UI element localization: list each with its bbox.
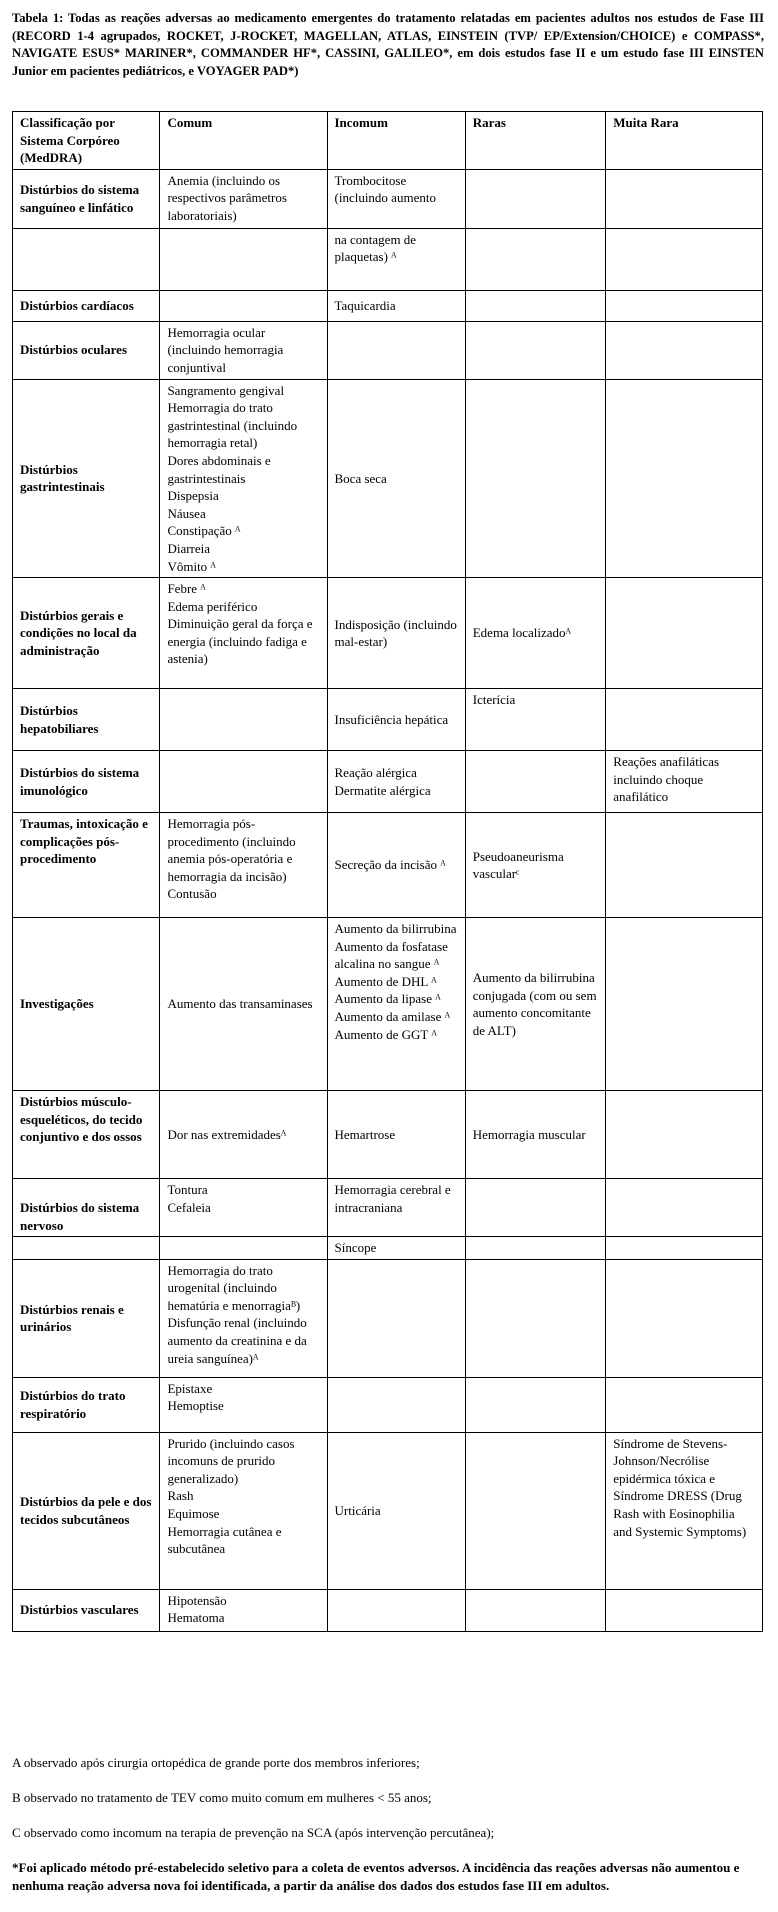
row-category: Distúrbios oculares xyxy=(13,321,160,379)
cell-incomum: Insuficiência hepática xyxy=(327,689,465,751)
table-row xyxy=(13,169,763,228)
cell-muita-rara xyxy=(606,578,763,689)
cell-comum: Febre ᴬ Edema periférico Diminuição geral da força e energia (incluindo fadiga e astenia) xyxy=(160,578,327,689)
cell-muita-rara xyxy=(606,689,763,751)
table-row xyxy=(13,1432,763,1589)
cell-raras xyxy=(465,1432,606,1589)
cell-comum xyxy=(160,228,327,290)
row-category: Distúrbios do sistema imunológico xyxy=(13,751,160,813)
table-row xyxy=(13,918,763,1091)
cell-incomum xyxy=(327,1589,465,1631)
header-raras: Raras xyxy=(465,112,606,170)
cell-incomum: Reação alérgica Dermatite alérgica xyxy=(327,751,465,813)
row-category: Distúrbios gerais e condições no local da administração xyxy=(13,578,160,689)
header-incomum: Incomum xyxy=(327,112,465,170)
cell-incomum: Trombocitose (incluindo aumento xyxy=(327,169,465,228)
cell-incomum: Hemartrose xyxy=(327,1091,465,1179)
cell-comum xyxy=(160,689,327,751)
cell-muita-rara: Reações anafiláticas incluindo choque anafilático xyxy=(606,751,763,813)
cell-comum: Prurido (incluindo casos incomuns de prurido generalizado) Rash Equimose Hemorragia cutânea e subcutânea xyxy=(160,1432,327,1589)
cell-incomum: Boca seca xyxy=(327,379,465,578)
cell-incomum: Hemorragia cerebral e intracraniana xyxy=(327,1179,465,1237)
cell-muita-rara xyxy=(606,379,763,578)
cell-incomum: Secreção da incisão ᴬ xyxy=(327,813,465,918)
table-row xyxy=(13,321,763,379)
adverse-reactions-table xyxy=(12,111,763,1632)
row-category: Distúrbios do sistema sanguíneo e linfático xyxy=(13,169,160,228)
footnote-b: B observado no tratamento de TEV como muito comum em mulheres < 55 anos; xyxy=(12,1789,432,1805)
cell-raras: Aumento da bilirrubina conjugada (com ou sem aumento concomitante de ALT) xyxy=(465,918,606,1091)
row-category: Investigações xyxy=(13,918,160,1091)
cell-comum: Dor nas extremidadesᴬ xyxy=(160,1091,327,1179)
cell-raras xyxy=(465,321,606,379)
cell-muita-rara xyxy=(606,290,763,321)
cell-muita-rara xyxy=(606,1259,763,1377)
table-row xyxy=(13,228,763,290)
cell-incomum xyxy=(327,1259,465,1377)
cell-muita-rara: Síndrome de Stevens-Johnson/Necrólise epidérmica tóxica e Síndrome DRESS (Drug Rash with Eosinophilia and Systemic Symptoms) xyxy=(606,1432,763,1589)
cell-incomum xyxy=(327,1377,465,1432)
table-row xyxy=(13,578,763,689)
table-caption: Tabela 1: Todas as reações adversas ao medicamento emergentes do tratamento relatadas em pacientes adultos nos estudos de Fase III (RECORD 1-4 agrupados, ROCKET, J-ROCKET, MAGELLAN, ATLAS, EINSTEIN (TVP/ EP/Extension/CHOICE) e COMPASS*, NAVIGATE ESUS* MARINER*, COMMANDER HF*, CASSINI, GALILEO*, em dois estudos fase II e um estudo fase III EINSTEN Junior em pacientes pediátricos, e VOYAGER PAD*) xyxy=(12,11,764,78)
cell-raras: Hemorragia muscular xyxy=(465,1091,606,1179)
row-category: Distúrbios renais e urinários xyxy=(13,1259,160,1377)
table-row xyxy=(13,1259,763,1377)
cell-incomum: Urticária xyxy=(327,1432,465,1589)
cell-comum: Aumento das transaminases xyxy=(160,918,327,1091)
cell-raras xyxy=(465,751,606,813)
footnote-a: A observado após cirurgia ortopédica de grande porte dos membros inferiores; xyxy=(12,1754,420,1770)
header-classificacao: Classificação por Sistema Corpóreo (MedDRA) xyxy=(13,112,160,170)
cell-raras: Pseudoaneurisma vascularᶜ xyxy=(465,813,606,918)
cell-comum xyxy=(160,751,327,813)
cell-comum: Hemorragia pós-procedimento (incluindo anemia pós-operatória e hemorragia da incisão) Contusão xyxy=(160,813,327,918)
cell-muita-rara xyxy=(606,813,763,918)
table-footnotes xyxy=(12,1736,764,1912)
cell-incomum: Aumento da bilirrubina Aumento da fosfatase alcalina no sangue ᴬ Aumento de DHL ᴬ Aumento da lipase ᴬ Aumento da amilase ᴬ Aumento de GGT ᴬ xyxy=(327,918,465,1091)
table-row xyxy=(13,1377,763,1432)
row-category: Traumas, intoxicação e complicações pós-procedimento xyxy=(13,813,160,918)
cell-raras xyxy=(465,379,606,578)
table-header-row xyxy=(13,112,763,170)
cell-incomum xyxy=(327,321,465,379)
cell-comum: Hemorragia ocular (incluindo hemorragia conjuntival xyxy=(160,321,327,379)
cell-muita-rara xyxy=(606,321,763,379)
cell-raras xyxy=(465,169,606,228)
row-category: Distúrbios hepatobiliares xyxy=(13,689,160,751)
table-row xyxy=(13,1237,763,1260)
cell-raras xyxy=(465,1377,606,1432)
table-row xyxy=(13,813,763,918)
cell-muita-rara xyxy=(606,169,763,228)
row-category xyxy=(13,228,160,290)
cell-comum: Sangramento gengival Hemorragia do trato gastrintestinal (incluindo hemorragia retal) Dores abdominais e gastrintestinais Dispepsia Náusea Constipação ᴬ Diarreia Vômito ᴬ xyxy=(160,379,327,578)
cell-raras xyxy=(465,228,606,290)
footnote-c: C observado como incomum na terapia de prevenção na SCA (após intervenção percutânea); xyxy=(12,1824,495,1840)
cell-comum xyxy=(160,1237,327,1260)
row-category: Distúrbios da pele e dos tecidos subcutâneos xyxy=(13,1432,160,1589)
table-row xyxy=(13,1179,763,1237)
cell-raras xyxy=(465,290,606,321)
cell-comum xyxy=(160,290,327,321)
cell-muita-rara xyxy=(606,228,763,290)
table-row xyxy=(13,1589,763,1631)
table-row xyxy=(13,751,763,813)
cell-muita-rara xyxy=(606,1091,763,1179)
row-category: Distúrbios do trato respiratório xyxy=(13,1377,160,1432)
cell-muita-rara xyxy=(606,918,763,1091)
row-category xyxy=(13,1237,160,1260)
cell-raras: Icterícia xyxy=(465,689,606,751)
cell-comum: Hipotensão Hematoma xyxy=(160,1589,327,1631)
cell-comum: Tontura Cefaleia xyxy=(160,1179,327,1237)
footnote-asterisk: *Foi aplicado método pré-estabelecido seletivo para a coleta de eventos adversos. A incidência das reações adversas não aumentou e nenhuma reação adversa nova foi identificada, a partir da análise dos dados dos estudos fase III em adultos. xyxy=(12,1860,740,1893)
header-comum: Comum xyxy=(160,112,327,170)
table-row xyxy=(13,290,763,321)
header-muita-rara: Muita Rara xyxy=(606,112,763,170)
cell-raras xyxy=(465,1259,606,1377)
cell-muita-rara xyxy=(606,1589,763,1631)
row-category: Distúrbios gastrintestinais xyxy=(13,379,160,578)
cell-incomum: Taquicardia xyxy=(327,290,465,321)
row-category: Distúrbios músculo-esqueléticos, do tecido conjuntivo e dos ossos xyxy=(13,1091,160,1179)
row-category: Distúrbios vasculares xyxy=(13,1589,160,1631)
cell-raras xyxy=(465,1179,606,1237)
cell-comum: Hemorragia do trato urogenital (incluindo hematúria e menorragiaᴮ) Disfunção renal (incluindo aumento da creatinina e da ureia sanguínea)ᴬ xyxy=(160,1259,327,1377)
cell-incomum: Indisposição (incluindo mal-estar) xyxy=(327,578,465,689)
cell-comum: Epistaxe Hemoptise xyxy=(160,1377,327,1432)
table-row xyxy=(13,379,763,578)
cell-incomum: na contagem de plaquetas) ᴬ xyxy=(327,228,465,290)
cell-raras xyxy=(465,1237,606,1260)
cell-muita-rara xyxy=(606,1179,763,1237)
table-row xyxy=(13,689,763,751)
cell-raras xyxy=(465,1589,606,1631)
cell-raras: Edema localizadoᴬ xyxy=(465,578,606,689)
row-category: Distúrbios do sistema nervoso xyxy=(13,1179,160,1237)
row-category: Distúrbios cardíacos xyxy=(13,290,160,321)
cell-muita-rara xyxy=(606,1377,763,1432)
cell-comum: Anemia (incluindo os respectivos parâmetros laboratoriais) xyxy=(160,169,327,228)
cell-muita-rara xyxy=(606,1237,763,1260)
cell-incomum: Síncope xyxy=(327,1237,465,1260)
table-row xyxy=(13,1091,763,1179)
